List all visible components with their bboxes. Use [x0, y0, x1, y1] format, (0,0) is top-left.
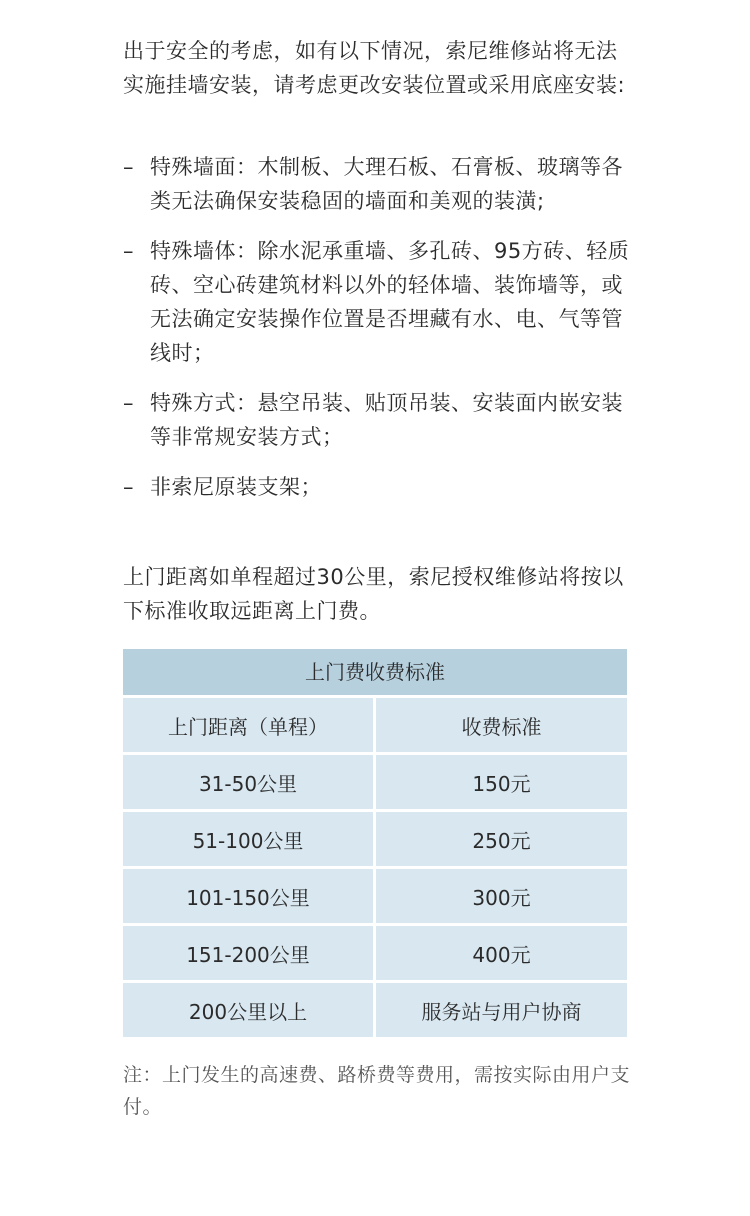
list-item — [123, 386, 643, 454]
table-title: 上门费收费标准 — [123, 649, 627, 695]
fee-cell: 服务站与用户协商 — [376, 983, 627, 1037]
dash-bullet: – — [123, 239, 134, 263]
table-row — [123, 812, 627, 866]
list-item-text: 非索尼原装支架； — [150, 475, 322, 499]
list-item-text: 特殊墙体：除水泥承重墙、多孔砖、95方砖、轻质砖、空心砖建筑材料以外的轻体墙、装饰墙等，或无法确定安装操作位置是否埋藏有水、电、气等管线时； — [150, 239, 630, 365]
table-header-row — [123, 698, 627, 752]
table-row — [123, 983, 627, 1037]
table-row — [123, 926, 627, 980]
distance-cell: 51-100公里 — [123, 812, 373, 866]
fee-cell: 400元 — [376, 926, 627, 980]
list-item — [123, 234, 643, 370]
dash-bullet: – — [123, 391, 134, 415]
dash-bullet: – — [123, 475, 134, 499]
distance-cell: 31-50公里 — [123, 755, 373, 809]
list-item — [123, 470, 643, 504]
list-item-text: 特殊方式：悬空吊装、贴顶吊装、安装面内嵌安装等非常规安装方式； — [150, 391, 623, 449]
table-row — [123, 869, 627, 923]
table-row — [123, 755, 627, 809]
list-item-text: 特殊墙面：木制板、大理石板、石膏板、玻璃等各类无法确保安装稳固的墙面和美观的装潢; — [150, 155, 623, 213]
distance-note: 上门距离如单程超过30公里，索尼授权维修站将按以下标准收取远距离上门费。 — [123, 565, 624, 623]
table-header-cell: 收费标准 — [376, 698, 627, 752]
dash-bullet: – — [123, 155, 134, 179]
intro-paragraph: 出于安全的考虑，如有以下情况，索尼维修站将无法实施挂墙安装，请考虑更改安装位置或采用底座安装: — [123, 39, 626, 97]
distance-cell: 200公里以上 — [123, 983, 373, 1037]
fee-table — [123, 649, 627, 1037]
distance-cell: 151-200公里 — [123, 926, 373, 980]
distance-cell: 101-150公里 — [123, 869, 373, 923]
fee-cell: 150元 — [376, 755, 627, 809]
fee-cell: 300元 — [376, 869, 627, 923]
footnote: 注：上门发生的高速费、路桥费等费用，需按实际由用户支付。 — [123, 1064, 631, 1118]
list-item — [123, 150, 643, 218]
table-header-cell: 上门距离（单程） — [123, 698, 373, 752]
fee-cell: 250元 — [376, 812, 627, 866]
